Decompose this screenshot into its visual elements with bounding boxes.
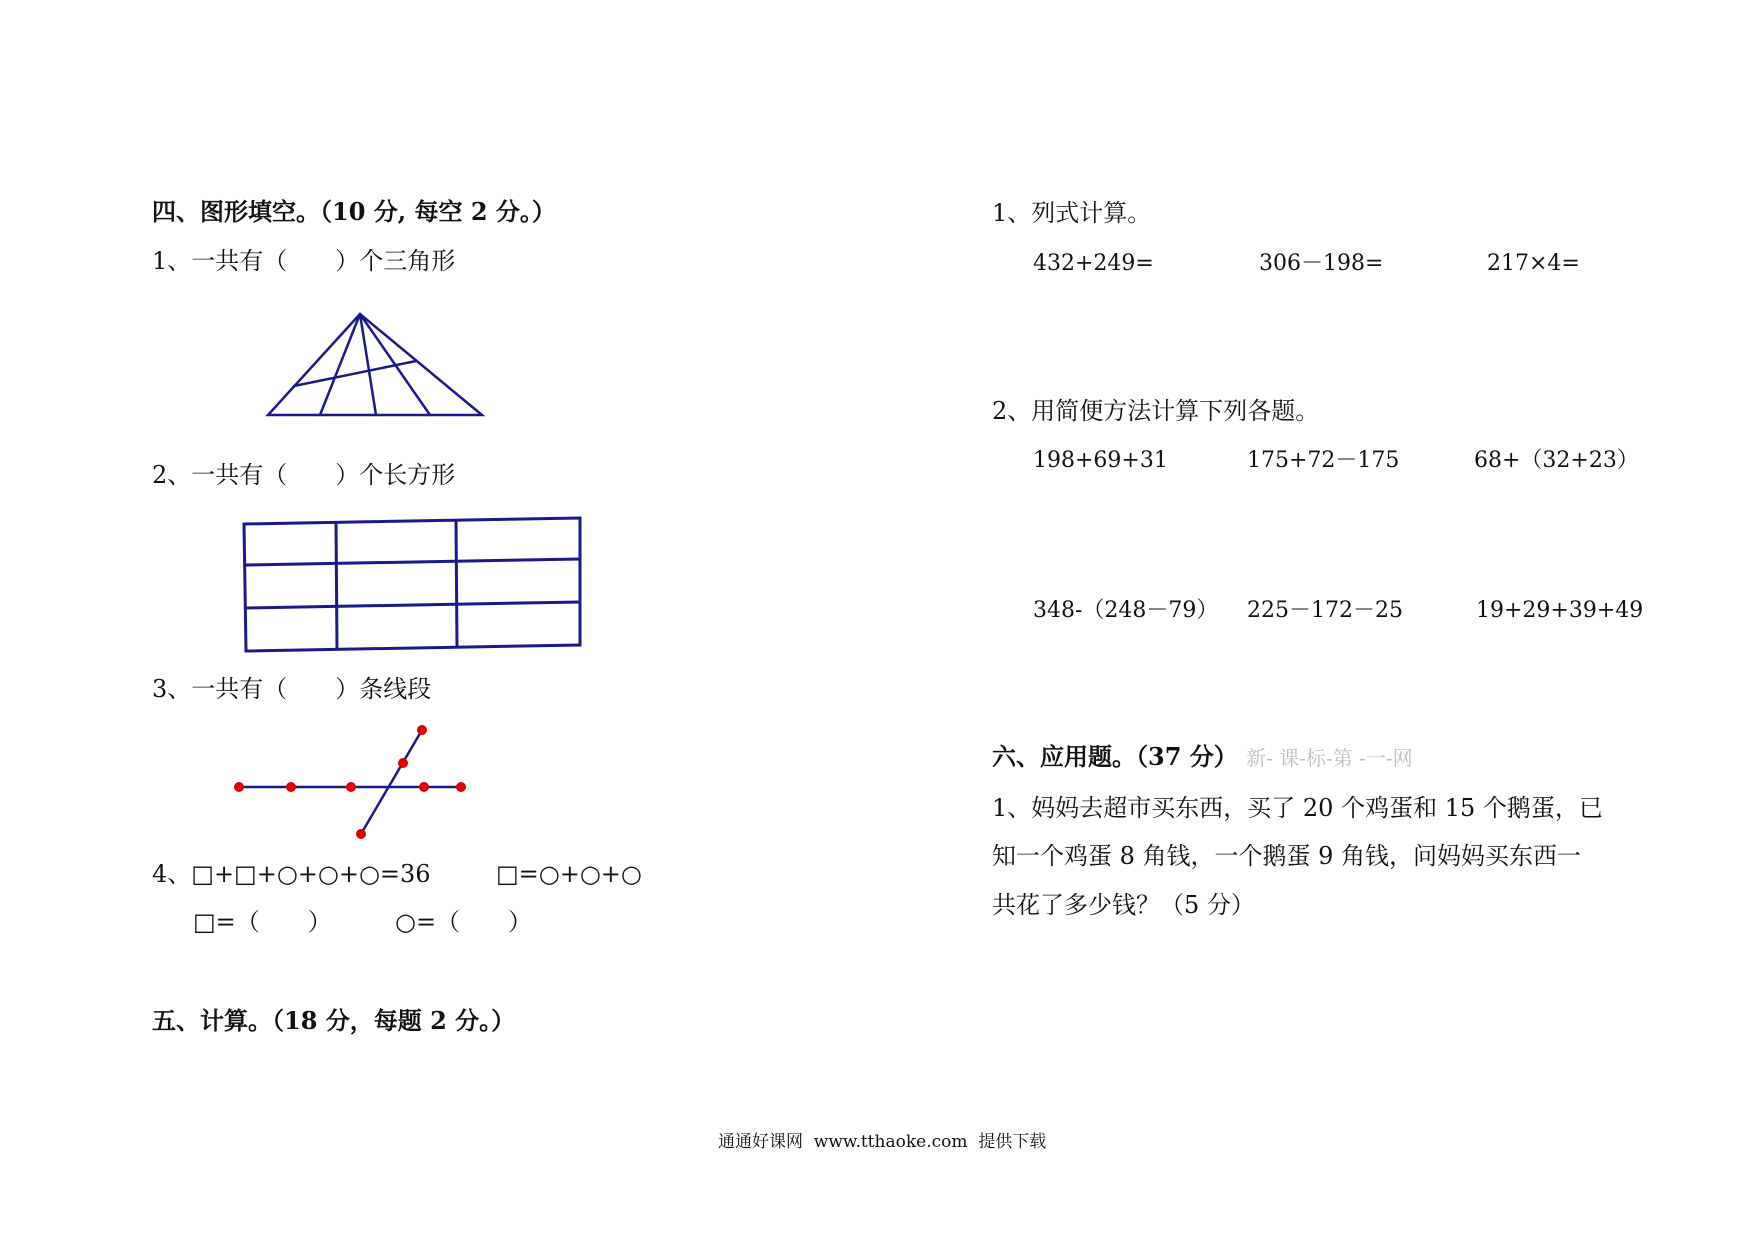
- application-1-line-1: 1、妈妈去超市买东西，买了 20 个鸡蛋和 15 个鹅蛋，已: [992, 794, 1603, 822]
- point-b: [286, 782, 296, 792]
- part-1-item-1: 432+249=: [1033, 251, 1154, 276]
- point-a: [234, 782, 244, 792]
- watermark-text: 新- 课-标-第 -一-网: [1246, 746, 1413, 770]
- part-1-item-2: 306－198=: [1259, 251, 1384, 276]
- point-g: [417, 725, 427, 735]
- point-e: [456, 782, 466, 792]
- slanted-line: [361, 730, 422, 834]
- question-1: 1、一共有（ ）个三角形: [152, 247, 456, 275]
- question-3: 3、一共有（ ）条线段: [152, 675, 432, 703]
- section-6-title: [992, 742, 1413, 773]
- section-5-title: 五、计算。（18 分，每题 2 分。）: [152, 1006, 516, 1035]
- part-1-item-3: 217×4=: [1487, 251, 1580, 276]
- point-c: [346, 782, 356, 792]
- section-6-title-text: 六、应用题。（37 分）: [992, 742, 1238, 771]
- question-4-equation-2: □=○+○+○: [496, 860, 642, 888]
- point-f: [398, 758, 408, 768]
- part-1-title: 1、列式计算。: [992, 199, 1152, 227]
- question-4-answer-circle: ○=（ ）: [395, 908, 533, 936]
- application-1-line-3: 共花了多少钱？（5 分）: [992, 891, 1255, 919]
- part-2-row-2-item-1: 348-（248－79）: [1033, 598, 1219, 623]
- section-4-title: 四、图形填空。（10 分, 每空 2 分。）: [152, 197, 556, 226]
- part-2-row-2-item-3: 19+29+39+49: [1476, 598, 1644, 623]
- question-4-equation-1: 4、□+□+○+○+○=36: [152, 860, 431, 888]
- question-4-answer-square: □=（ ）: [193, 908, 332, 936]
- application-1-line-2: 知一个鸡蛋 8 角钱，一个鹅蛋 9 角钱，问妈妈买东西一: [992, 842, 1582, 870]
- part-2-row-1-item-1: 198+69+31: [1033, 448, 1168, 473]
- footer-text: 通通好课网 www.tthaoke.com 提供下载: [718, 1132, 1047, 1152]
- part-2-row-1-item-3: 68+（32+23）: [1474, 448, 1639, 473]
- part-2-row-1-item-2: 175+72－175: [1247, 448, 1400, 473]
- question-2: 2、一共有（ ）个长方形: [152, 461, 456, 489]
- part-2-title: 2、用简便方法计算下列各题。: [992, 397, 1320, 425]
- part-2-row-2-item-2: 225－172－25: [1247, 598, 1403, 623]
- point-d: [419, 782, 429, 792]
- point-h: [356, 829, 366, 839]
